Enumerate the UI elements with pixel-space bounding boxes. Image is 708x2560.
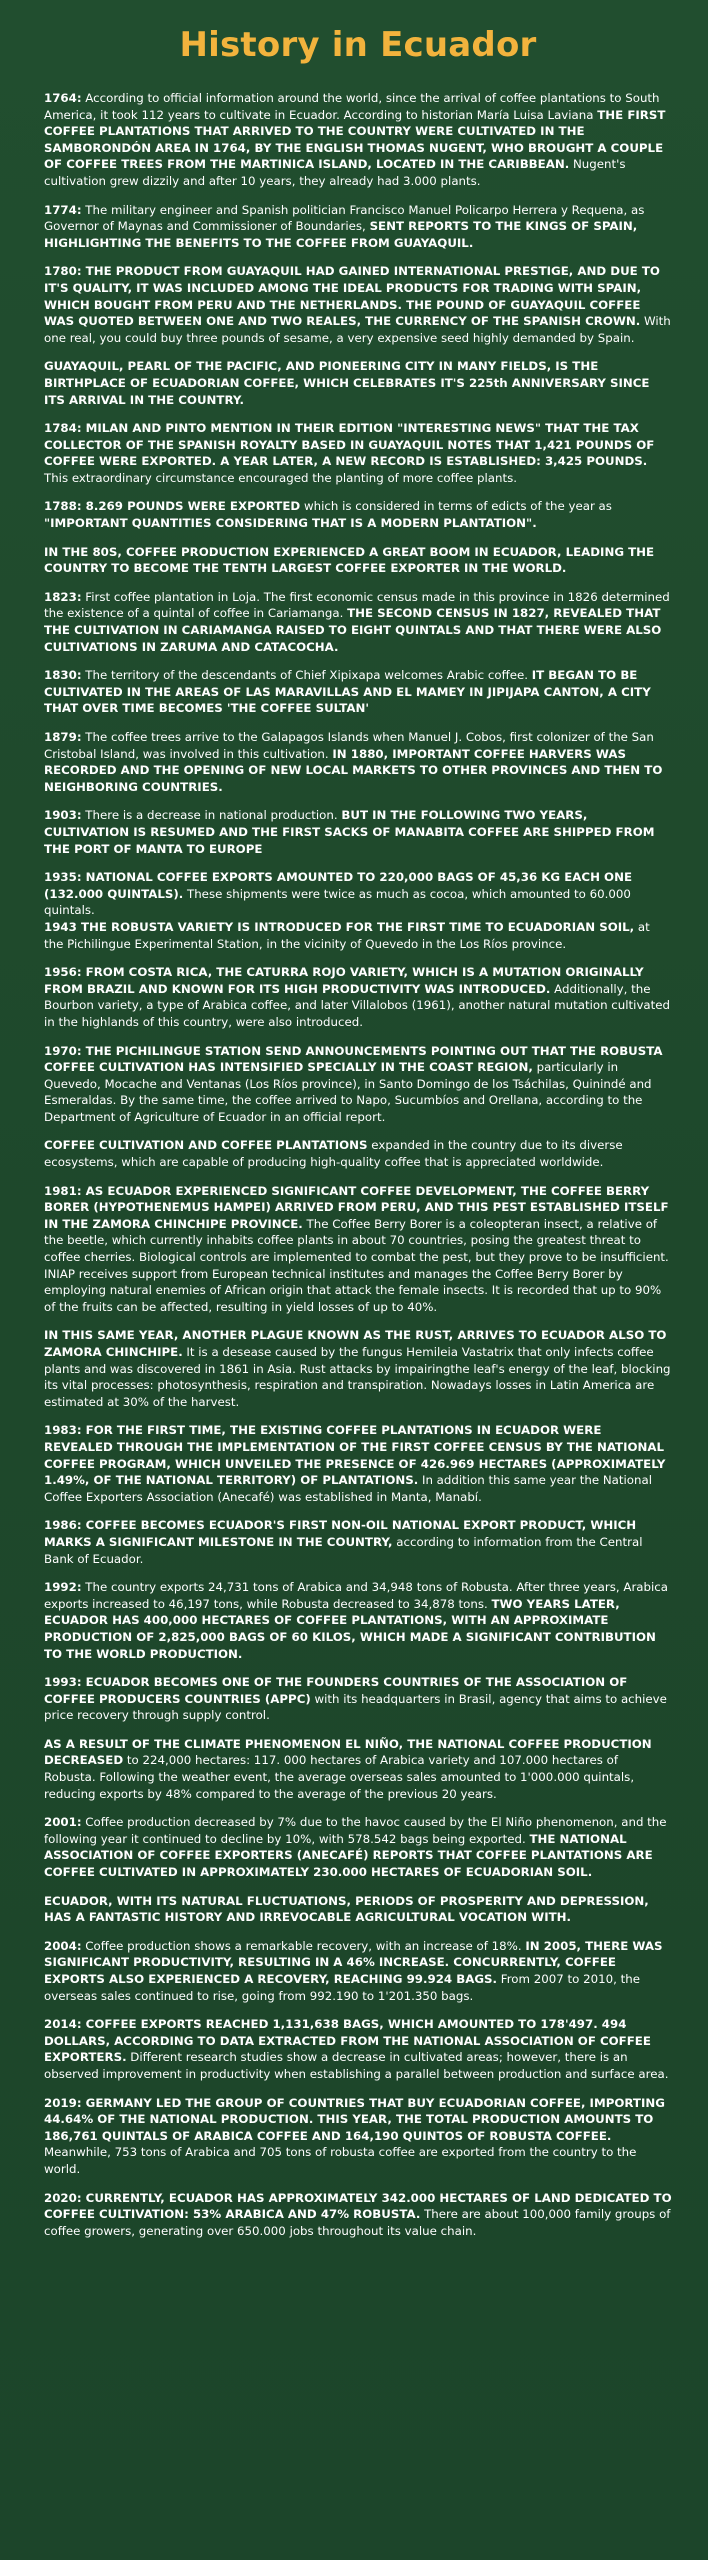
timeline-entry <box>44 729 672 795</box>
entry-text: The Coffee Berry Borer is a coleopteran insect, a relative of the beetle, which currently inhabits coffee plants in about 70 countries, posing the greatest threat to coffee cherries. Biological controls are implemented to combat the pest, but they prove to be insufficient. INIAP receives support from European technical institutes and manages the Coffee Berry Borer by employing natural enemies of African origin that attack the female insects. It is recorded that up to 90% of the fruits can be affected, resulting in yield losses of up to 40%. <box>44 1216 669 1314</box>
entry-emphasis-text: 2019: GERMANY LED THE GROUP OF COUNTRIES THAT BUY ECUADORIAN COFFEE, IMPORTING 44.64% OF THE NATIONAL PRODUCTION. THIS YEAR, THE TOTAL PRODUCTION AMOUNTS TO 186,761 QUINTALS OF ARABICA COFFEE AND 164,190 QUINTOS OF ROBUSTA COFFEE. <box>44 2095 665 2143</box>
timeline-entry <box>44 358 672 408</box>
entry-emphasis-text: 2004: <box>44 1938 82 1953</box>
timeline-entry <box>44 263 672 346</box>
entry-emphasis-text: 1943 THE ROBUSTA VARIETY IS INTRODUCED FOR THE FIRST TIME TO ECUADORIAN SOIL, <box>44 919 635 934</box>
entry-text: Different research studies show a decrease in cultivated areas; however, there is an observed improvement in productivity when establishing a parallel between production and surface area. <box>44 2050 669 2081</box>
timeline-entry <box>44 1183 672 1316</box>
entry-emphasis-text: 1764: <box>44 91 82 105</box>
entry-emphasis-text: 1992: <box>44 1580 82 1595</box>
entry-emphasis-text: IN THE 80S, COFFEE PRODUCTION EXPERIENCED A GREAT BOOM IN ECUADOR, LEADING THE COUNTRY TO BECOME THE TENTH LARGEST COFFEE EXPORTER IN THE WORLD. <box>44 544 655 576</box>
entry-emphasis-text: THE SECOND CENSUS IN 1827, REVEALED THAT THE CULTIVATION IN CARIAMANGA RAISED TO EIGHT QUINTALS AND THAT THERE WERE ALSO CULTIVATIONS IN ZARUMA AND CATACOCHA. <box>44 606 662 654</box>
entry-text: The country exports 24,731 tons of Arabica and 34,948 tons of Robusta. After three years, Arabica exports increased to 46,197 tons, while Robusta decreased to 34,878 tons. <box>44 1580 669 1611</box>
entry-text: With one real, you could buy three pounds of sesame, a very expensive seed highly demanded by Spain. <box>44 314 671 345</box>
entry-emphasis-text: IN THIS SAME YEAR, ANOTHER PLAGUE KNOWN AS THE RUST, ARRIVES TO ECUADOR ALSO TO ZAMORA CHINCHIPE. <box>44 1328 667 1359</box>
entry-emphasis-text: BUT IN THE FOLLOWING TWO YEARS, CULTIVATION IS RESUMED AND THE FIRST SACKS OF MANABITA COFFEE ARE SHIPPED FROM THE PORT OF MANTA TO EUROPE <box>44 808 655 856</box>
timeline-entry <box>44 2016 672 2082</box>
entry-text: These shipments were twice as much as cocoa, which amounted to 60.000 quintals. <box>44 886 631 918</box>
entry-emphasis-text: 2020: CURRENTLY, ECUADOR HAS APPROXIMATELY 342.000 HECTARES OF LAND DEDICATED TO COFFEE CULTIVATION: 53% ARABICA AND 47% ROBUSTA. <box>44 2190 672 2222</box>
entry-emphasis-text: 1970: THE PICHILINGUE STATION SEND ANNOUNCEMENTS POINTING OUT THAT THE ROBUSTA COFFEE CULTIVATION HAS INTENSIFIED SPECIALLY IN THE COAST REGION, <box>44 1043 663 1075</box>
entry-text: The military engineer and Spanish politician Francisco Manuel Policarpo Herrera y Requena, as Governor of Maynas and Commissioner of Boundaries, <box>44 202 645 234</box>
timeline-entry <box>44 90 672 190</box>
entry-text: There are about 100,000 family groups of coffee growers, generating over 650.000 jobs throughout its value chain. <box>44 2207 671 2238</box>
timeline-entry <box>44 667 672 717</box>
entry-emphasis-text: SENT REPORTS TO THE KINGS OF SPAIN, HIGHLIGHTING THE BENEFITS TO THE COFFEE FROM GUAYAQUIL. <box>44 219 638 250</box>
timeline-entry <box>44 1043 672 1126</box>
entry-text: There is a decrease in national production. <box>81 808 342 823</box>
entry-text: According to official information around the world, since the arrival of coffee plantations to South America, it took 112 years to cultivate in Ecuador. According to historian María Luisa Laviana <box>44 91 660 122</box>
timeline-entry <box>44 869 672 919</box>
entry-text: In addition this same year the National Coffee Exporters Association (Anecafé) was established in Manta, Manabí. <box>44 1473 652 1504</box>
entry-emphasis-text: ECUADOR, WITH ITS NATURAL FLUCTUATIONS, PERIODS OF PROSPERITY AND DEPRESSION, HAS A FANTASTIC HISTORY AND IRREVOCABLE AGRICULTURAL VOCATION WITH. <box>44 1893 649 1925</box>
timeline-entry <box>44 589 672 655</box>
entry-text: Coffee production decreased by 7% due to the havoc caused by the El Niño phenomenon, and the following year it continued to decline by 10%, with 578.542 bags being exported. <box>44 1815 667 1846</box>
entry-emphasis-text: 1788: 8.269 POUNDS WERE EXPORTED <box>44 499 301 514</box>
entry-emphasis-text: IT BEGAN TO BE CULTIVATED IN THE AREAS OF LAS MARAVILLAS AND EL MAMEY IN JIPIJAPA CANTON, A CITY THAT OVER TIME BECOMES 'THE COFFEE SULTAN' <box>44 668 651 716</box>
entry-emphasis-text: THE NATIONAL ASSOCIATION OF COFFEE EXPORTERS (ANECAFÉ) REPORTS THAT COFFEE PLANTATIONS ARE COFFEE CULTIVATED IN APPROXIMATELY 230.000 HECTARES OF ECUADORIAN SOIL. <box>44 1831 653 1880</box>
timeline-entry <box>44 1938 672 2004</box>
entry-text: The coffee trees arrive to the Galapagos Islands when Manuel J. Cobos, first colonizer of the San Cristobal Island, was involved in this cultivation. <box>44 730 654 761</box>
entry-text: with its headquarters in Brasil, agency that aims to achieve price recovery through supply control. <box>44 1691 667 1723</box>
timeline-entry <box>44 1579 672 1662</box>
entry-text: according to information from the Central Bank of Ecuador. <box>44 1534 643 1566</box>
timeline-entry <box>44 1893 672 1926</box>
entry-emphasis-text: 1935: NATIONAL COFFEE EXPORTS AMOUNTED TO 220,000 BAGS OF 45,36 KG EACH ONE (132.000 QUINTALS). <box>44 870 633 901</box>
entry-text: at the Pichilingue Experimental Station, in the vicinity of Quevedo in the Los Ríos province. <box>44 919 650 951</box>
entry-text: It is a desease caused by the fungus Hemileia Vastatrix that only infects coffee plants and was discovered in 1861 in Asia. Rust attacks by impairingthe leaf's energy of the leaf, blocking its vital processes: photosynthesis, respiration and transpiration. Nowadays losses in Latin America are estimated at 30% of the harvest. <box>44 1345 671 1409</box>
timeline-entry <box>44 964 672 1030</box>
timeline-entry <box>44 1137 672 1170</box>
entry-emphasis-text: 1903: <box>44 808 82 823</box>
entry-emphasis-text: 2014: COFFEE EXPORTS REACHED 1,131,638 BAGS, WHICH AMOUNTED TO 178'497. 494 DOLLARS, ACCORDING TO DATA EXTRACTED FROM THE NATIONAL ASSOCIATION OF COFFEE EXPORTERS. <box>44 2017 651 2065</box>
entry-emphasis-text: 1993: ECUADOR BECOMES ONE OF THE FOUNDERS COUNTRIES OF THE ASSOCIATION OF COFFEE PRODUCERS COUNTRIES (APPC) <box>44 1675 628 1706</box>
entry-emphasis-text: IN 2005, THERE WAS SIGNIFICANT PRODUCTIVITY, RESULTING IN A 46% INCREASE. CONCURRENTLY, COFFEE EXPORTS ALSO EXPERIENCED A RECOVERY, REACHING 99.924 BAGS. <box>44 1938 663 1986</box>
entry-emphasis-text: 1780: THE PRODUCT FROM GUAYAQUIL HAD GAINED INTERNATIONAL PRESTIGE, AND DUE TO IT'S QUALITY, IT WAS INCLUDED AMONG THE IDEAL PRODUCTS FOR TRADING WITH SPAIN, WHICH BOUGHT FROM PERU AND THE NETHERLANDS. THE POUND OF GUAYAQUIL COFFEE WAS QUOTED BETWEEN ONE AND TWO REALES, THE CURRENCY OF THE SPANISH CROWN. <box>44 264 660 329</box>
timeline-entry <box>44 2095 672 2178</box>
entry-emphasis-text: 1830: <box>44 668 82 683</box>
entry-text: to 224,000 hectares: 117. 000 hectares of Arabica variety and 107.000 hectares of Robusta. Following the weather event, the average overseas sales amounted to 1'000.000 quintals, reducing exports by 48% compared to the average of the previous 20 years. <box>44 1753 635 1801</box>
entry-text: particularly in Quevedo, Mocache and Ventanas (Los Ríos province), in Santo Domingo de los Tsáchilas, Quinindé and Esmeraldas. By the same time, the coffee arrived to Napo, Sucumbíos and Orellana, according to the Department of Agriculture of Ecuador in an official report. <box>44 1060 652 1124</box>
entry-emphasis-text: 1981: AS ECUADOR EXPERIENCED SIGNIFICANT COFFEE DEVELOPMENT, THE COFFEE BERRY BORER (HYPOTHENEMUS HAMPEI) ARRIVED FROM PERU, AND THIS PEST ESTABLISHED ITSELF IN THE ZAMORA CHINCHIPE PROVINCE. <box>44 1183 669 1231</box>
timeline-entry <box>44 1517 672 1567</box>
entry-emphasis-text: "IMPORTANT QUANTITIES CONSIDERING THAT IS A MODERN PLANTATION". <box>44 516 537 531</box>
entry-emphasis-text: 1986: COFFEE BECOMES ECUADOR'S FIRST NON-OIL NATIONAL EXPORT PRODUCT, WHICH MARKS A SIGNIFICANT MILESTONE IN THE COUNTRY, <box>44 1518 637 1549</box>
entry-text: expanded in the country due to its diverse ecosystems, which are capable of producing high-quality coffee that is appreciated worldwide. <box>44 1138 623 1170</box>
entry-text: Coffee production shows a remarkable recovery, with an increase of 18%. <box>81 1938 526 1953</box>
timeline-entry <box>44 544 672 577</box>
timeline-entry <box>44 2190 672 2240</box>
entry-emphasis-text: 1823: <box>44 589 82 604</box>
entry-emphasis-text: THE FIRST COFFEE PLANTATIONS THAT ARRIVED TO THE COUNTRY WERE CULTIVATED IN THE SAMBORONDÓN AREA IN 1764, BY THE ENGLISH THOMAS NUGENT, WHO BROUGHT A COUPLE OF COFFEE TREES FROM THE MARTINICA ISLAND, LOCATED IN THE CARIBBEAN. <box>44 107 666 172</box>
entry-text: which is considered in terms of edicts of the year as <box>300 499 612 514</box>
timeline-entry <box>44 919 672 952</box>
entry-emphasis-text: IN 1880, IMPORTANT COFFEE HARVERS WAS RECORDED AND THE OPENING OF NEW LOCAL MARKETS TO OTHER PROVINCES AND THEN TO NEIGHBORING COUNTRIES. <box>44 746 663 794</box>
entry-emphasis-text: COFFEE CULTIVATION AND COFFEE PLANTATIONS <box>44 1138 368 1153</box>
entry-text: Meanwhile, 753 tons of Arabica and 705 tons of robusta coffee are exported from the country to the world. <box>44 2145 637 2176</box>
timeline-entry <box>44 498 672 531</box>
timeline-entry <box>44 1814 672 1880</box>
entry-emphasis-text: 2001: <box>44 1815 82 1830</box>
timeline-entry <box>44 1736 672 1802</box>
timeline-entry <box>44 420 672 486</box>
timeline-entry <box>44 1422 672 1505</box>
timeline-entry <box>44 807 672 857</box>
entry-text: The territory of the descendants of Chief Xipixapa welcomes Arabic coffee. <box>81 668 532 683</box>
entry-emphasis-text: 1774: <box>44 202 82 217</box>
entry-emphasis-text: 1879: <box>44 730 82 744</box>
entry-emphasis-text: 1956: FROM COSTA RICA, THE CATURRA ROJO VARIETY, WHICH IS A MUTATION ORIGINALLY FROM BRAZIL AND KNOWN FOR ITS HIGH PRODUCTIVITY WAS INTRODUCED. <box>44 965 644 996</box>
entry-emphasis-text: 1983: FOR THE FIRST TIME, THE EXISTING COFFEE PLANTATIONS IN ECUADOR WERE REVEALED THROUGH THE IMPLEMENTATION OF THE FIRST COFFEE CENSUS BY THE NATIONAL COFFEE PROGRAM, WHICH UNVEILED THE PRESENCE OF 426.969 HECTARES (APPROXIMATELY 1.49%, OF THE NATIONAL TERRITORY) OF PLANTATIONS. <box>44 1423 666 1488</box>
timeline-entry <box>44 202 672 252</box>
timeline <box>44 90 672 2239</box>
entry-text: Additionally, the Bourbon variety, a type of Arabica coffee, and later Villalobos (1961), another natural mutation cultivated in the highlands of this country, were also introduced. <box>44 981 671 1029</box>
entry-text: From 2007 to 2010, the overseas sales continued to rise, going from 992.190 to 1'201.350 bags. <box>44 1972 640 2003</box>
entry-text: First coffee plantation in Loja. The first economic census made in this province in 1826 determined the existence of a quintal of coffee in Cariamanga. <box>44 589 670 621</box>
entry-text: Nugent's cultivation grew dizzily and after 10 years, they already had 3.000 plants. <box>44 157 626 188</box>
entry-emphasis-text: GUAYAQUIL, PEARL OF THE PACIFIC, AND PIONEERING CITY IN MANY FIELDS, IS THE BIRTHPLACE OF ECUADORIAN COFFEE, WHICH CELEBRATES IT'S 225th ANNIVERSARY SINCE ITS ARRIVAL IN THE COUNTRY. <box>44 359 650 407</box>
page-title: History in Ecuador <box>179 25 537 65</box>
entry-emphasis-text: TWO YEARS LATER, ECUADOR HAS 400,000 HECTARES OF COFFEE PLANTATIONS, WITH AN APPROXIMATE PRODUCTION OF 2,825,000 BAGS OF 60 KILOS, WHICH MADE A SIGNIFICANT CONTRIBUTION TO THE WORLD PRODUCTION. <box>44 1596 656 1661</box>
entry-emphasis-text: AS A RESULT OF THE CLIMATE PHENOMENON EL NIÑO, THE NATIONAL COFFEE PRODUCTION DECREASED <box>44 1736 652 1768</box>
timeline-entry <box>44 1327 672 1410</box>
entry-emphasis-text: 1784: MILAN AND PINTO MENTION IN THEIR EDITION "INTERESTING NEWS" THAT THE TAX COLLECTOR OF THE SPANISH ROYALTY BASED IN GUAYAQUIL NOTES THAT 1,421 POUNDS OF COFFEE WERE EXPORTED. A YEAR LATER, A NEW RECORD IS ESTABLISHED: 3,425 POUNDS. <box>44 421 655 469</box>
timeline-entry <box>44 1674 672 1724</box>
entry-text: This extraordinary circumstance encouraged the planting of more coffee plants. <box>44 470 517 485</box>
